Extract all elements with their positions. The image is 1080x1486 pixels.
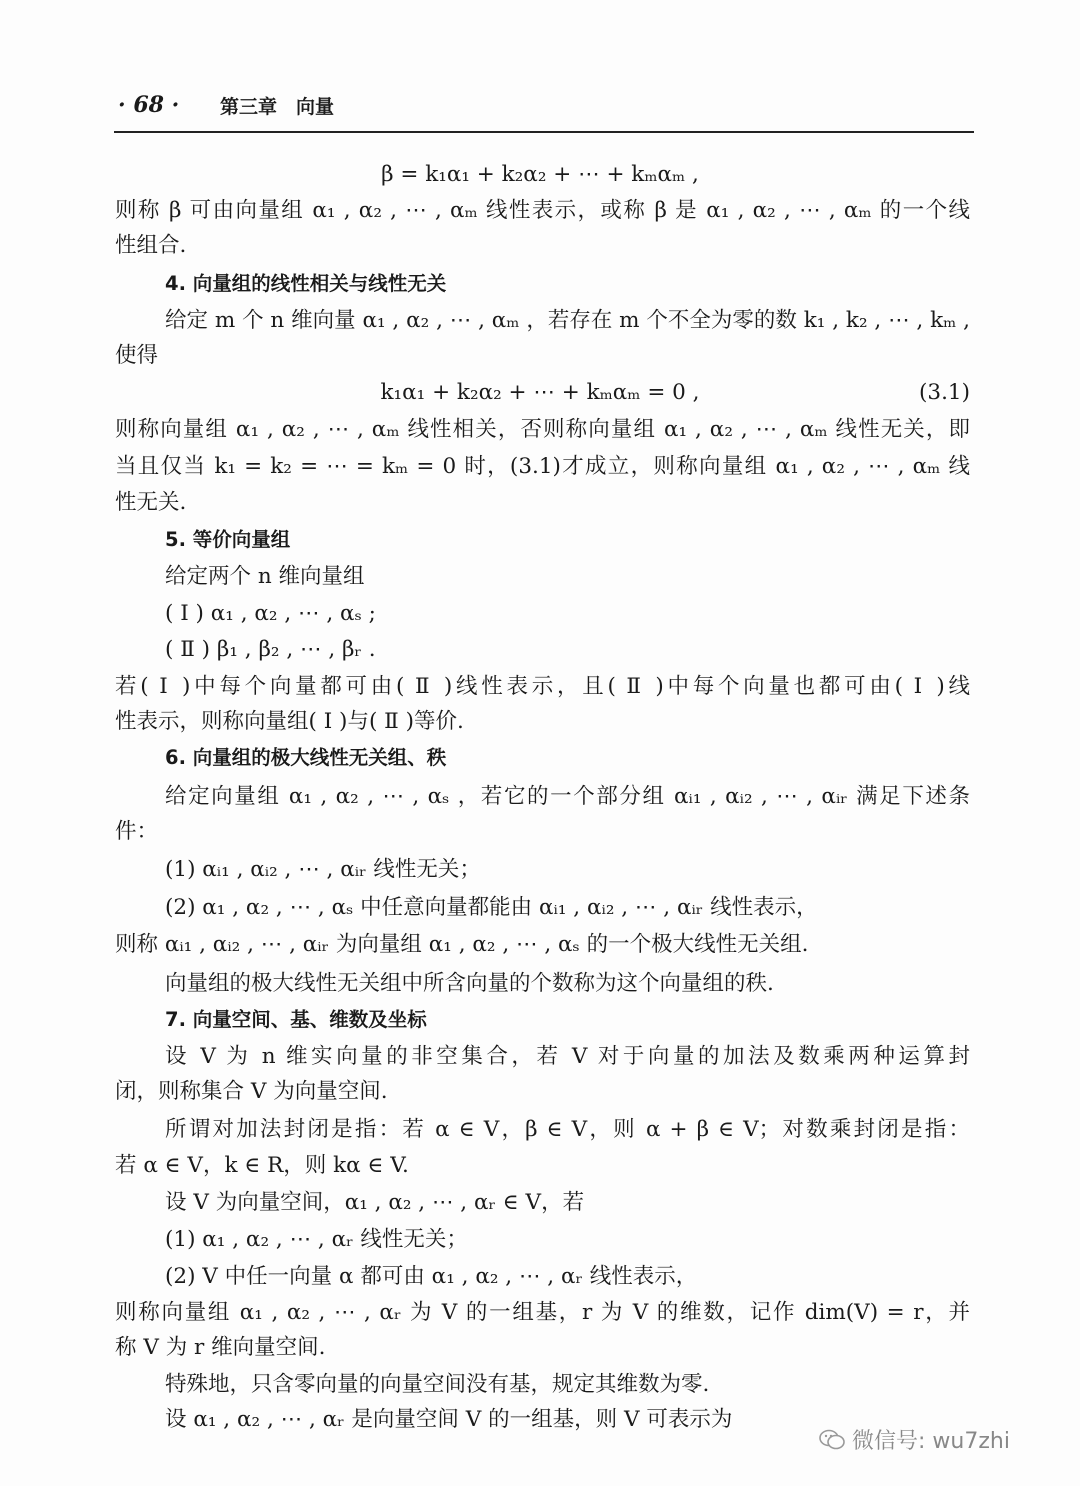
equation: k₁α₁ + k₂α₂ + ⋯ + kₘαₘ = 0 , [380, 380, 700, 405]
section-heading: 5. 等价向量组 [165, 528, 291, 551]
section-heading: 4. 向量组的线性相关与线性无关 [165, 272, 447, 295]
text-line: 若 α ∈ V，k ∈ R，则 kα ∈ V. [115, 1153, 409, 1178]
text-line: (1) αᵢ₁ , αᵢ₂ , ⋯ , αᵢᵣ 线性无关； [165, 857, 481, 882]
text-line: 给定两个 n 维向量组 [165, 564, 365, 589]
text-line: 则称 β 可由向量组 α₁ , α₂ , ⋯ , αₘ 线性表示，或称 β 是 α₁ , α₂ , ⋯ , αₘ 的一个线 [115, 198, 970, 223]
watermark [818, 1424, 1010, 1455]
page-number: · 68 · [118, 92, 180, 118]
watermark-text: 微信号: wu7zhi [852, 1429, 1010, 1454]
text-line: 则称向量组 α₁ , α₂ , ⋯ , αᵣ 为 V 的一组基，r 为 V 的维数，记作 dim(V) = r，并 [115, 1300, 970, 1325]
text-line: ( Ⅱ ) β₁ , β₂ , ⋯ , βᵣ . [165, 637, 376, 662]
text-line: 件： [115, 819, 159, 844]
text-line: (2) V 中任一向量 α 都可由 α₁ , α₂ , ⋯ , αᵣ 线性表示， [165, 1264, 698, 1289]
text-line: 给定 m 个 n 维向量 α₁ , α₂ , ⋯ , αₘ ，若存在 m 个不全为零的数 k₁ , k₂ , ⋯ , kₘ , [165, 308, 970, 333]
wechat-icon [818, 1428, 846, 1452]
text-line: 称 V 为 r 维向量空间. [115, 1335, 326, 1360]
text-line: 闭，则称集合 V 为向量空间. [115, 1079, 388, 1104]
text-line: 则称向量组 α₁ , α₂ , ⋯ , αₘ 线性相关，否则称向量组 α₁ , α₂ , ⋯ , αₘ 线性无关，即 [115, 417, 970, 442]
text-line: 使得 [115, 343, 159, 368]
text-line: 性无关. [115, 490, 187, 515]
chapter-title: 第三章 向量 [220, 96, 335, 118]
text-line: 若( Ⅰ )中每个向量都可由( Ⅱ )线性表示，且( Ⅱ )中每个向量也都可由( Ⅰ )线 [115, 674, 970, 699]
text-line: ( Ⅰ ) α₁ , α₂ , ⋯ , αₛ ; [165, 601, 376, 626]
text-line: 给定向量组 α₁ , α₂ , ⋯ , αₛ ，若它的一个部分组 αᵢ₁ , αᵢ₂ , ⋯ , αᵢᵣ 满足下述条 [165, 784, 970, 809]
text-line: 性表示，则称向量组( Ⅰ )与( Ⅱ )等价. [115, 709, 464, 734]
text-line: 当且仅当 k₁ = k₂ = ⋯ = kₘ = 0 时，(3.1)才成立，则称向量组 α₁ , α₂ , ⋯ , αₘ 线 [115, 454, 970, 479]
text-line: 设 V 为 n 维实向量的非空集合，若 V 对于向量的加法及数乘两种运算封 [165, 1044, 970, 1069]
equation-number: (3.1) [919, 380, 970, 405]
text-line: 向量组的极大线性无关组中所含向量的个数称为这个向量组的秩. [165, 971, 774, 996]
header-rule [114, 131, 974, 133]
equation-line [0, 379, 1080, 407]
text-line: (1) α₁ , α₂ , ⋯ , αᵣ 线性无关； [165, 1227, 468, 1252]
section-heading: 6. 向量组的极大线性无关组、秩 [165, 746, 447, 769]
text-line: 特殊地，只含零向量的向量空间没有基，规定其维数为零. [165, 1372, 710, 1397]
text-line: 所谓对加法封闭是指：若 α ∈ V，β ∈ V，则 α + β ∈ V；对数乘封闭是指： [165, 1117, 970, 1142]
text-line: (2) α₁ , α₂ , ⋯ , αₛ 中任意向量都能由 αᵢ₁ , αᵢ₂ , ⋯ , αᵢᵣ 线性表示， [165, 895, 818, 920]
text-line: 设 V 为向量空间，α₁ , α₂ , ⋯ , αᵣ ∈ V，若 [165, 1190, 585, 1215]
equation-line: β = k₁α₁ + k₂α₂ + ⋯ + kₘαₘ , [381, 162, 699, 187]
text-line: 性组合. [115, 233, 187, 258]
section-heading: 7. 向量空间、基、维数及坐标 [165, 1008, 427, 1031]
text-line: 则称 αᵢ₁ , αᵢ₂ , ⋯ , αᵢᵣ 为向量组 α₁ , α₂ , ⋯ , αₛ 的一个极大线性无关组. [115, 932, 809, 957]
text-line: 设 α₁ , α₂ , ⋯ , αᵣ 是向量空间 V 的一组基，则 V 可表示为 [165, 1407, 733, 1432]
